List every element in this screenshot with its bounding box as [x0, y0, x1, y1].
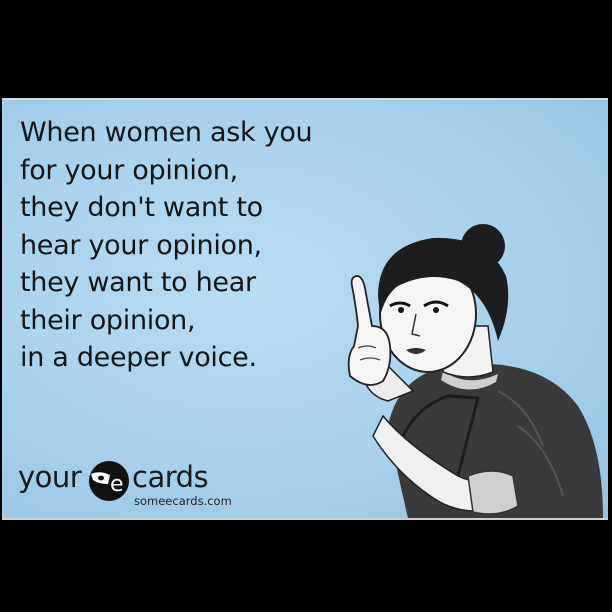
message-line-2: for your opinion, — [20, 154, 238, 186]
message-line-6: their opinion, — [20, 304, 196, 336]
message-line-4: hear your opinion, — [20, 229, 262, 261]
message-line-1: When women ask you — [20, 117, 313, 148]
message-line-3: they don't want to — [20, 192, 263, 223]
brand-url: someecards.com — [134, 494, 232, 508]
message-line-7: in a deeper voice. — [20, 342, 257, 373]
card-message — [20, 114, 380, 377]
someecards-logo — [18, 456, 268, 506]
brand-prefix: your — [18, 460, 82, 494]
pointing-woman-illustration-icon — [328, 176, 608, 518]
brand-suffix: cards — [132, 460, 209, 494]
ecard — [2, 98, 608, 520]
brand-logo-letter: e — [110, 472, 124, 497]
someecards-face-icon — [88, 460, 130, 502]
message-line-5: they want to hear — [20, 267, 256, 298]
